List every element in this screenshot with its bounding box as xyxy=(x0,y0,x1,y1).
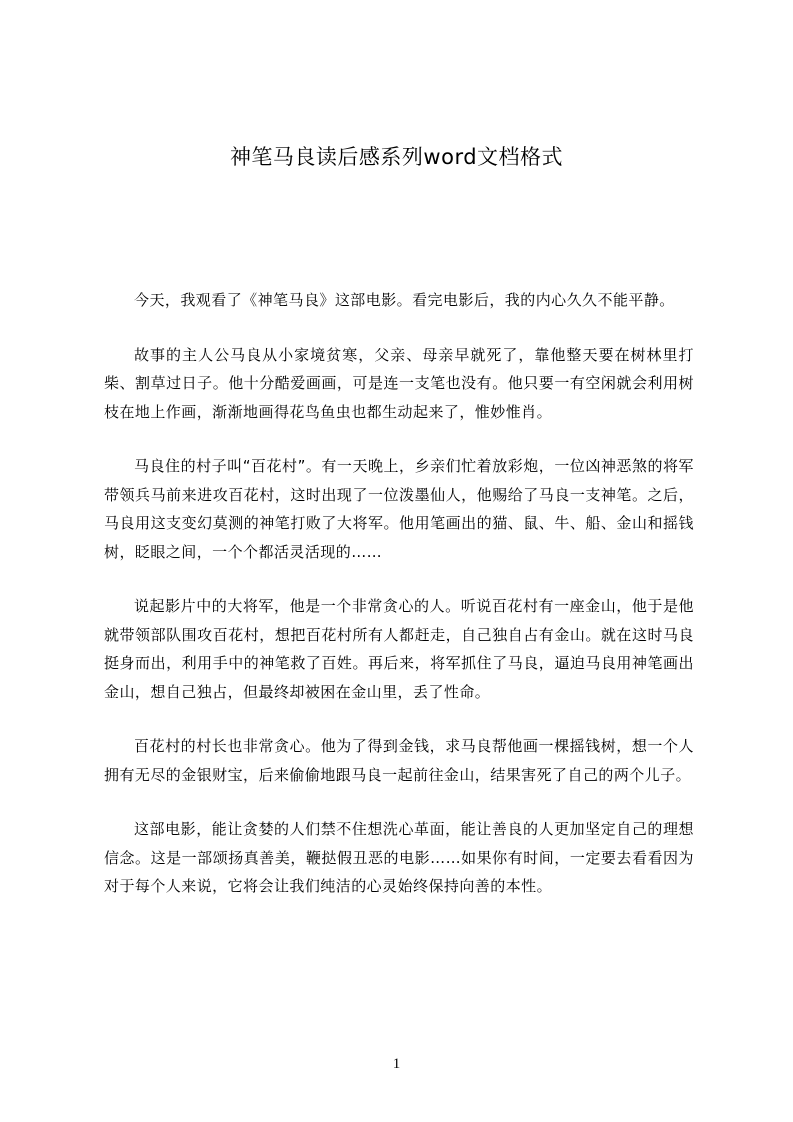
page-number: 1 xyxy=(392,1056,401,1072)
paragraph-general: 说起影片中的大将军，他是一个非常贪心的人。听说百花村有一座金山，他于是他就带领部队围攻百花村，想把百花村所有人都赶走，自己独自占有金山。就在这时马良挺身而出，利用手中的神笔救了百姓。再后来，将军抓住了马良，逼迫马良用神笔画出金山，想自己独占，但最终却被困在金山里，丢了性命。 xyxy=(104,597,694,701)
document-title: 神笔马良读后感系列word文档格式 xyxy=(229,145,564,169)
paragraph-village: 马良住的村子叫“百花村”。有一天晚上，乡亲们忙着放彩炮，一位凶神恶煞的将军带领兵马前来进攻百花村，这时出现了一位泼墨仙人，他赐给了马良一支神笔。之后，马良用这支变幻莫测的神笔打败了大将军。他用笔画出的猫、鼠、牛、船、金山和摇钱树，眨眼之间，一个个都活灵活现的…… xyxy=(104,457,694,561)
paragraph-intro: 今天，我观看了《神笔马良》这部电影。看完电影后，我的内心久久不能平静。 xyxy=(134,291,675,309)
paragraph-protagonist: 故事的主人公马良从小家境贫寒，父亲、母亲早就死了，靠他整天要在树林里打柴、割草过日子。他十分酷爱画画，可是连一支笔也没有。他只要一有空闲就会利用树枝在地上作画，渐渐地画得花鸟鱼虫也都生动起来了，惟妙惟肖。 xyxy=(104,345,694,421)
paragraph-conclusion: 这部电影，能让贪婪的人们禁不住想洗心革面，能让善良的人更加坚定自己的理想信念。这是一部颂扬真善美，鞭挞假丑恶的电影……如果你有时间，一定要去看看因为对于每个人来说，它将会让我们纯洁的心灵始终保持向善的本性。 xyxy=(104,820,694,895)
document-body xyxy=(104,286,694,927)
paragraph-village-chief: 百花村的村长也非常贪心。他为了得到金钱，求马良帮他画一棵摇钱树，想一个人拥有无尽的金银财宝，后来偷偷地跟马良一起前往金山，结果害死了自己的两个儿子。 xyxy=(104,737,694,784)
